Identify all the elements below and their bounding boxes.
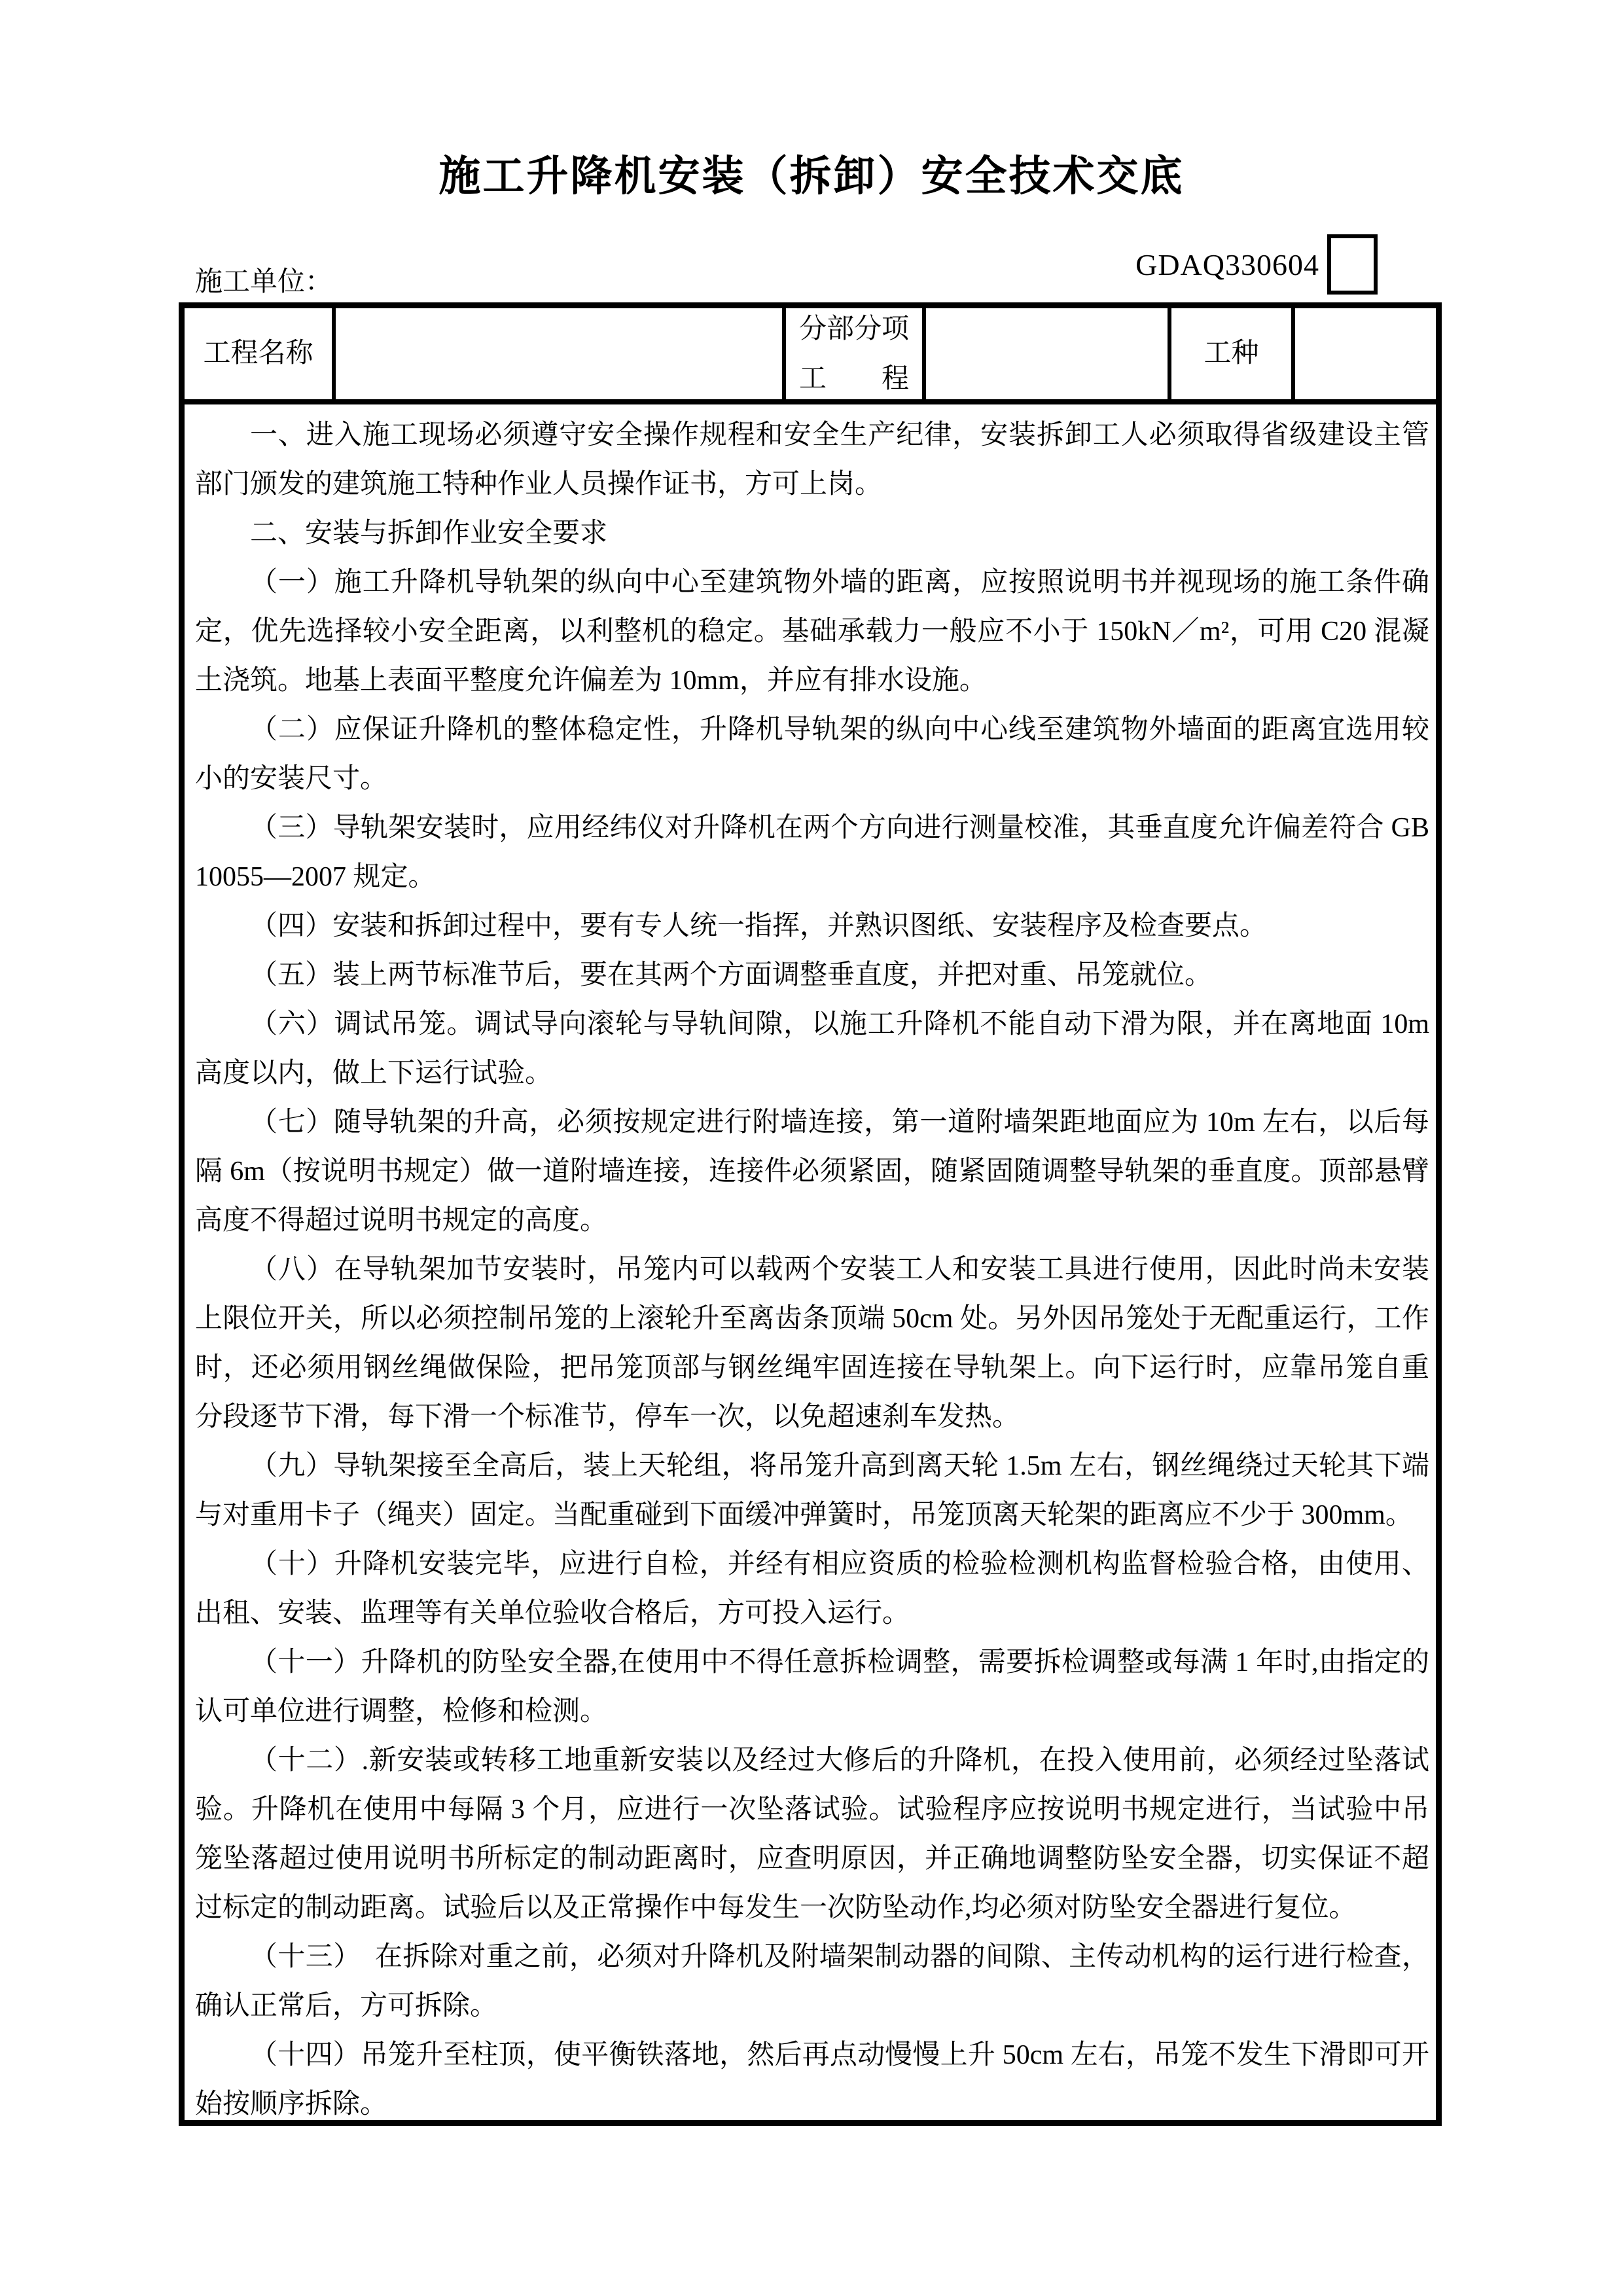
paragraph: （十二）.新安装或转移工地重新安装以及经过大修后的升降机，在投入使用前，必须经过坠落试验。升降机在使用中每隔 3 个月，应进行一次坠落试验。试验程序应按说明书规定进行，当试验中吊笼坠落超过使用说明书所标定的制动距离时，应查明原因，并正确地调整防坠安全器，切实保证不超过标定的制动距离。试验后以及正常操作中每发生一次防坠动作,均必须对防坠安全器进行复位。 bbox=[195, 1746, 1429, 1923]
code-checkbox bbox=[1327, 234, 1378, 295]
work-type-label: 工种 bbox=[1171, 308, 1295, 399]
paragraph: （十四）吊笼升至柱顶，使平衡铁落地，然后再点动慢慢上升 50cm 左右，吊笼不发生下滑即可开始按顺序拆除。 bbox=[195, 2040, 1429, 2119]
page-title: 施工升降机安装（拆卸）安全技术交底 bbox=[438, 152, 1185, 200]
paragraph: （九）导轨架接至全高后，装上天轮组，将吊笼升高到离天轮 1.5m 左右，钢丝绳绕过天轮其下端与对重用卡子（绳夹）固定。当配重碰到下面缓冲弹簧时，吊笼顶离天轮架的距离应不少于 300mm。 bbox=[195, 1451, 1429, 1530]
disclosure-table bbox=[179, 302, 1442, 2126]
disclosure-content bbox=[185, 404, 1436, 2120]
project-name-label: 工程名称 bbox=[185, 308, 336, 399]
paragraph: （十三） 在拆除对重之前，必须对升降机及附墙架制动器的间隙、主传动机构的运行进行检查，确认正常后，方可拆除。 bbox=[195, 1942, 1429, 2021]
paragraph: 一、进入施工现场必须遵守安全操作规程和安全生产纪律，安装拆卸工人必须取得省级建设主管部门颁发的建筑施工特种作业人员操作证书，方可上岗。 bbox=[195, 420, 1429, 499]
form-code-row bbox=[1135, 234, 1378, 295]
paragraph: （四）安装和拆卸过程中，要有专人统一指挥，并熟识图纸、安装程序及检查要点。 bbox=[250, 911, 1268, 941]
project-name-value bbox=[336, 308, 786, 399]
paragraph: （五）装上两节标准节后，要在其两个方面调整垂直度，并把对重、吊笼就位。 bbox=[250, 960, 1213, 990]
paragraph: 二、安装与拆卸作业安全要求 bbox=[250, 518, 608, 548]
paragraph: （七）随导轨架的升高，必须按规定进行附墙连接，第一道附墙架距地面应为 10m 左右，以后每隔 6m（按说明书规定）做一道附墙连接，连接件必须紧固，随紧固随调整导轨架的垂直度。顶部悬臂高度不得超过说明书规定的高度。 bbox=[195, 1107, 1429, 1236]
paragraph: （八）在导轨架加节安装时，吊笼内可以载两个安装工人和安装工具进行使用，因此时尚未安装上限位开关，所以必须控制吊笼的上滚轮升至离齿条顶端 50cm 处。另外因吊笼处于无配重运行，工作时，还必须用钢丝绳做保险，把吊笼顶部与钢丝绳牢固连接在导轨架上。向下运行时，应靠吊笼自重分段逐节下滑，每下滑一个标准节，停车一次，以免超速刹车发热。 bbox=[195, 1255, 1429, 1432]
table-header-row bbox=[185, 308, 1436, 404]
paragraph: （二）应保证升降机的整体稳定性，升降机导轨架的纵向中心线至建筑物外墙面的距离宜选用较小的安装尺寸。 bbox=[195, 715, 1429, 794]
paragraph: （六）调试吊笼。调试导向滚轮与导轨间隙，以施工升降机不能自动下滑为限，并在离地面 10m 高度以内，做上下运行试验。 bbox=[195, 1009, 1429, 1088]
sub-project-value bbox=[926, 308, 1171, 399]
paragraph: （三）导轨架安装时，应用经纬仪对升降机在两个方向进行测量校准，其垂直度允许偏差符合 GB 10055—2007 规定。 bbox=[195, 813, 1429, 892]
form-code: GDAQ330604 bbox=[1135, 247, 1319, 281]
sub-project-label-line1: 分部分项 bbox=[798, 314, 909, 344]
sub-project-label bbox=[786, 308, 926, 399]
paragraph: （十一）升降机的防坠安全器,在使用中不得任意拆检调整，需要拆检调整或每满 1 年时,由指定的认可单位进行调整，检修和检测。 bbox=[195, 1647, 1429, 1727]
paragraph: （十）升降机安装完毕，应进行自检，并经有相应资质的检验检测机构监督检验合格，由使用、出租、安装、监理等有关单位验收合格后，方可投入运行。 bbox=[195, 1549, 1429, 1628]
sub-project-label-line2: 工 程 bbox=[798, 363, 909, 394]
paragraph: （一）施工升降机导轨架的纵向中心至建筑物外墙的距离，应按照说明书并视现场的施工条件确定，优先选择较小安全距离，以利整机的稳定。基础承载力一般应不小于 150kN／m²，可用 C20 混凝土浇筑。地基上表面平整度允许偏差为 10mm，并应有排水设施。 bbox=[195, 567, 1429, 696]
construction-unit-label: 施工单位： bbox=[195, 267, 333, 297]
document-header bbox=[0, 0, 1623, 302]
work-type-value bbox=[1295, 308, 1436, 399]
